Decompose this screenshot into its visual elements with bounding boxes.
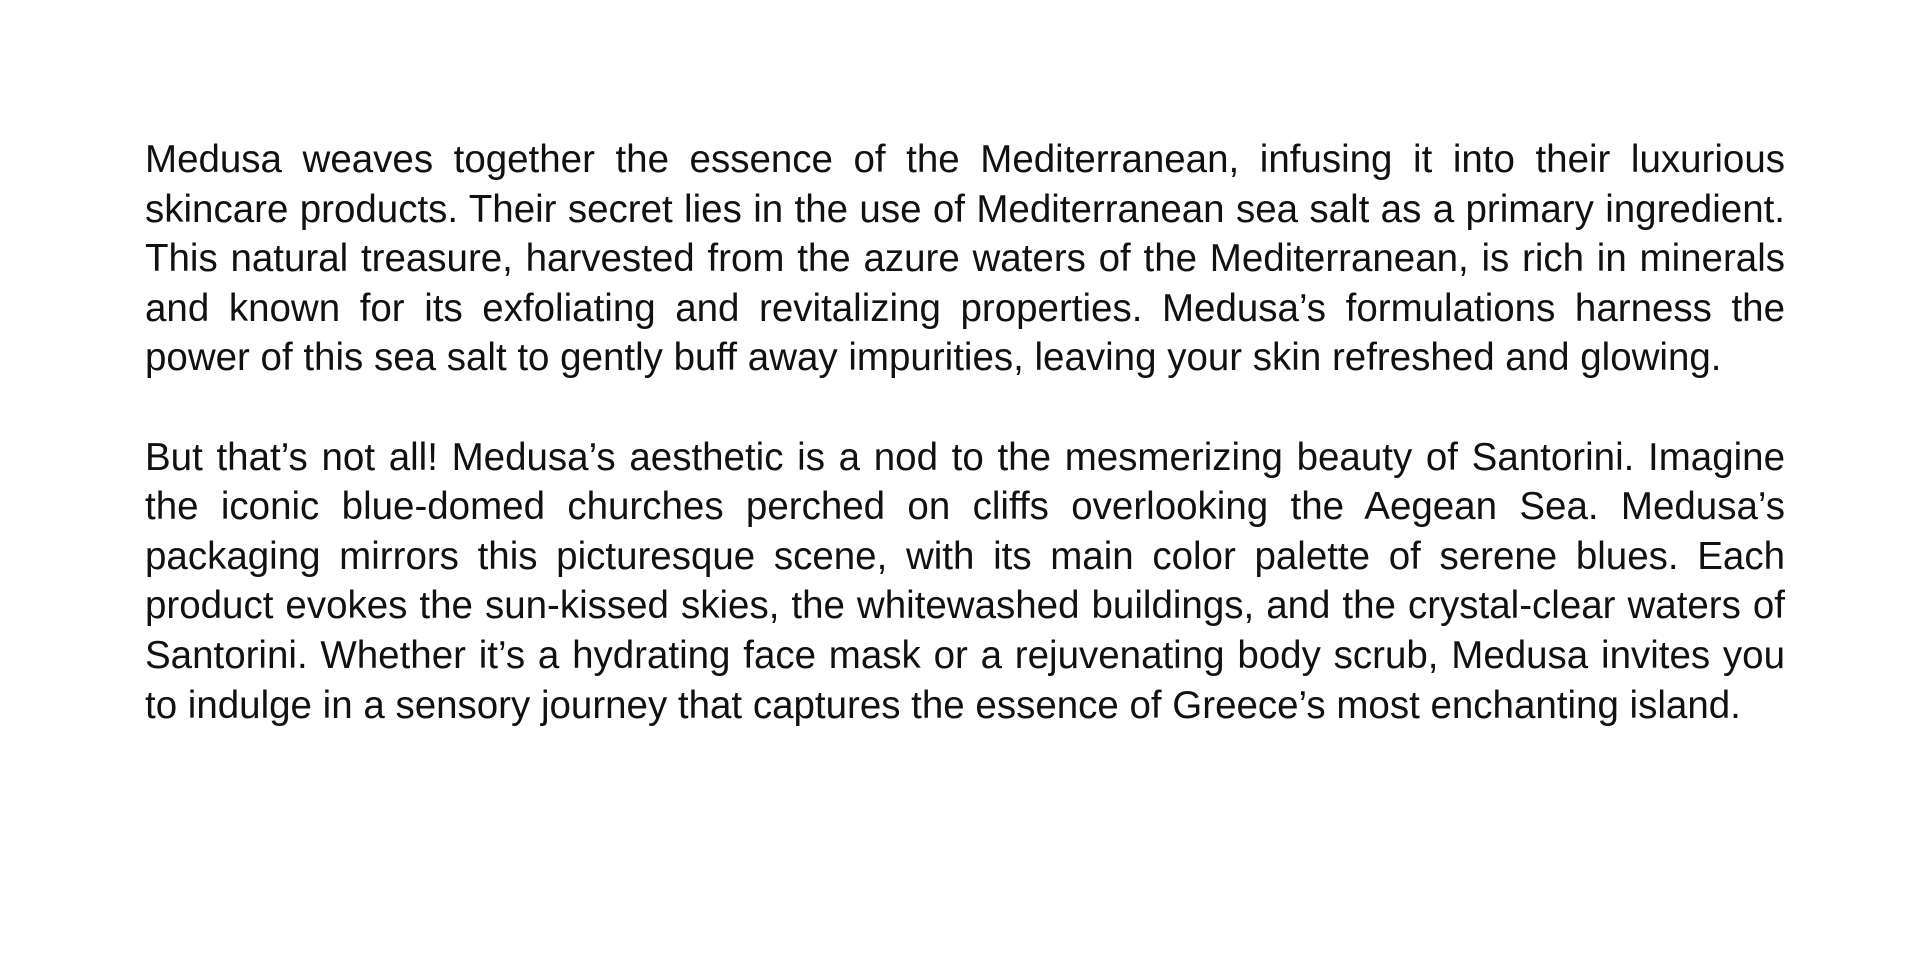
paragraph-sea-salt: Medusa weaves together the essence of the Mediterranean, infusing it into their luxurious skincare products. Their secret lies in the use of Mediterranean sea salt as a primary ingredient. This natural treasure, harvested from the azure waters of the Mediterranean, is rich in minerals and known for its exfoliating and revitalizing properties. Medusa’s formulations harness the power of this sea salt to gently buff away impurities, leaving your skin refreshed and glowing. [145,138,1785,380]
document-body [145,135,1785,730]
paragraph-santorini: But that’s not all! Medusa’s aesthetic is a nod to the mesmerizing beauty of Santorini. Imagine the iconic blue-domed churches perched on cliffs overlooking the Aegean Sea. Medusa’s packaging mirrors this picturesque scene, with its main color palette of serene blues. Each product evokes the sun-kissed skies, the whitewashed buildings, and the crystal-clear waters of Santorini. Whether it’s a hydrating face mask or a rejuvenating body scrub, Medusa invites you to indulge in a sensory journey that captures the essence of Greece’s most enchanting island. [145,435,1785,727]
